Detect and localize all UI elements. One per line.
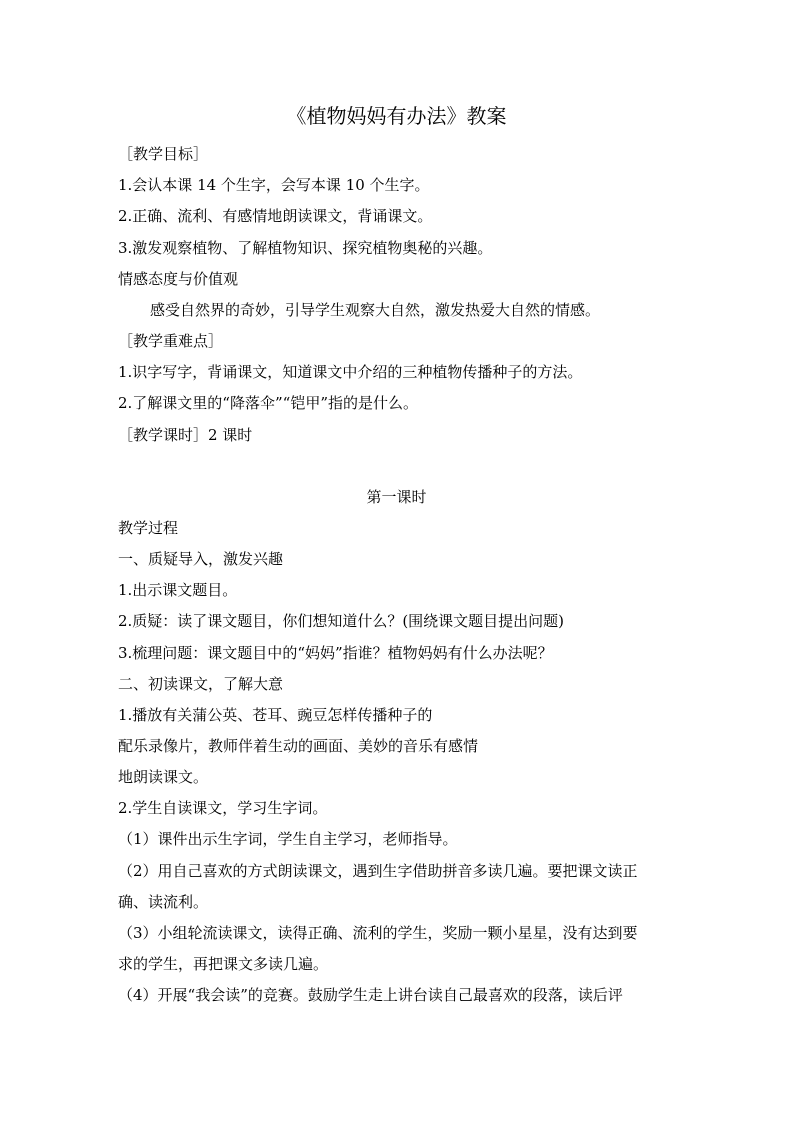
paragraph-line: 配乐录像片，教师伴着生动的画面、美妙的音乐有感情 [118,737,479,755]
section-heading-key-points: ［教学重难点］ [118,332,224,350]
section-heading-periods: ［教学课时］2 课时 [118,426,253,444]
process-heading: 教学过程 [118,519,179,537]
sub-step-item: （1）课件出示生字词，学生自主学习，老师指导。 [118,830,458,848]
key-point-item-2: 2.了解课文里的“降落伞”“铠甲”指的是什么。 [118,394,418,412]
subheading-attitude: 情感态度与价值观 [118,270,239,288]
paragraph-line: 地朗读课文。 [118,768,209,786]
step-item: 2.质疑：读了课文题目，你们想知道什么？(围绕课文题目提出问题) [118,612,565,630]
step-heading-2: 二、初读课文，了解大意 [118,675,284,693]
objective-item-1: 1.会认本课 14 个生字，会写本课 10 个生字。 [118,176,430,194]
step-item: 1.播放有关蒲公英、苍耳、豌豆怎样传播种子的 [118,706,433,724]
period-heading: 第一课时 [366,488,427,506]
objective-item-3: 3.激发观察植物、了解植物知识、探究植物奥秘的兴趣。 [118,239,493,257]
step-item: 2.学生自读课文，学习生字词。 [118,799,328,817]
step-heading-1: 一、质疑导入，激发兴趣 [118,550,284,568]
key-point-item-1: 1.识字写字，背诵课文，知道课文中介绍的三种植物传播种子的方法。 [118,363,583,381]
step-item: 3.梳理问题：课文题目中的“妈妈”指谁？植物妈妈有什么办法呢？ [118,644,553,662]
objective-item-2: 2.正确、流利、有感情地朗读课文，背诵课文。 [118,207,433,225]
sub-step-item: （3）小组轮流读课文，读得正确、流利的学生，奖励一颗小星星，没有达到要 [118,924,638,942]
section-heading-objectives: ［教学目标］ [118,145,209,163]
sub-step-item: （2）用自己喜欢的方式朗读课文，遇到生字借助拼音多读几遍。要把课文读正 [118,862,638,880]
sub-step-item: （4）开展“我会读”的竞赛。鼓励学生走上讲台读自己最喜欢的段落，读后评 [118,986,623,1004]
paragraph-line: 求的学生，再把课文多读几遍。 [118,955,329,973]
step-item: 1.出示课文题目。 [118,581,238,599]
document-title: 《植物妈妈有办法》教案 [286,104,507,128]
attitude-paragraph: 感受自然界的奇妙，引导学生观察大自然，激发热爱大自然的情感。 [150,301,601,319]
paragraph-line: 确、读流利。 [118,893,209,911]
